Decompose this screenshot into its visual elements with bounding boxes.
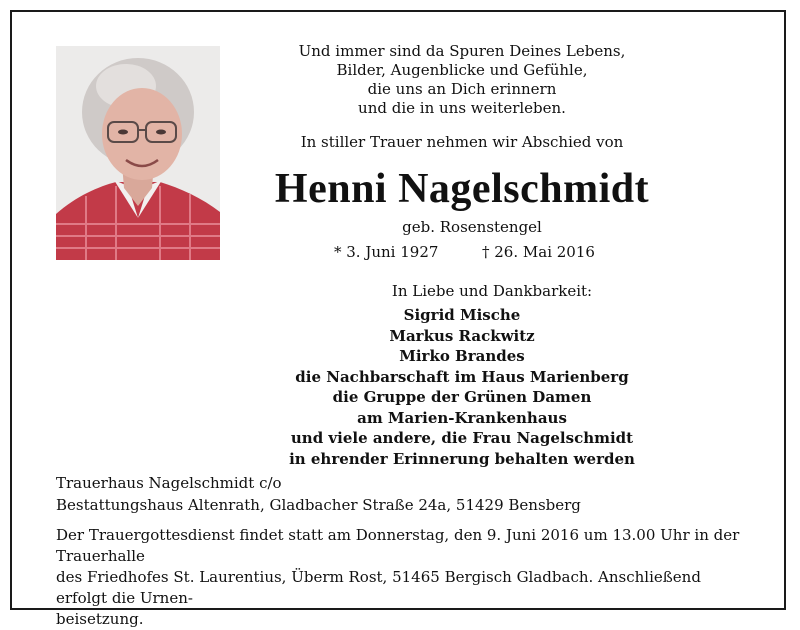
address-line: Trauerhaus Nagelschmidt c/o: [56, 474, 282, 492]
poem: [252, 42, 672, 118]
mourner-item: die Nachbarschaft im Haus Marienberg: [295, 367, 629, 386]
mourner-item: die Gruppe der Grünen Damen: [332, 388, 592, 406]
service-line: Der Trauergottesdienst findet statt am Donnerstag, den 9. Juni 2016 um 13.00 Uhr in der Trauerhalle: [56, 526, 740, 565]
mourner-item: Mirko Brandes: [399, 347, 525, 365]
deceased-name: Henni Nagelschmidt: [274, 166, 650, 212]
thanks-intro: In Liebe und Dankbarkeit:: [391, 282, 593, 300]
mourner-item: Markus Rackwitz: [389, 326, 535, 345]
mourner-item: am Marien-Krankenhaus: [357, 408, 567, 427]
service-line: des Friedhofes St. Laurentius, Überm Rost, 51465 Bergisch Gladbach. Anschließend erfolgt die Urnen-: [56, 568, 701, 607]
mourner-item: und viele andere, die Frau Nagelschmidt: [290, 429, 634, 447]
poem-line: Bilder, Augenblicke und Gefühle,: [336, 61, 588, 79]
obituary-card: [10, 10, 786, 628]
mourners-list: [252, 305, 672, 469]
mourning-house-address: [56, 472, 756, 516]
funeral-service-info: [56, 525, 756, 630]
poem-line: Und immer sind da Spuren Deines Lebens,: [298, 42, 626, 60]
address-line: Bestattungshaus Altenrath, Gladbacher Straße 24a, 51429 Bensberg: [56, 496, 581, 514]
portrait-photo: [56, 46, 220, 260]
mourner-item: Sigrid Mische: [403, 306, 521, 324]
death-date: † 26. Mai 2016: [482, 243, 595, 261]
service-line: beisetzung.: [56, 610, 144, 628]
birth-date: * 3. Juni 1927: [334, 243, 439, 261]
poem-line: die uns an Dich erinnern: [367, 80, 557, 98]
birth-name: geb. Rosenstengel: [402, 218, 542, 236]
poem-line: und die in uns weiterleben.: [358, 99, 566, 117]
farewell-intro: In stiller Trauer nehmen wir Abschied von: [300, 133, 624, 151]
mourner-item: in ehrender Erinnerung behalten werden: [289, 449, 635, 468]
